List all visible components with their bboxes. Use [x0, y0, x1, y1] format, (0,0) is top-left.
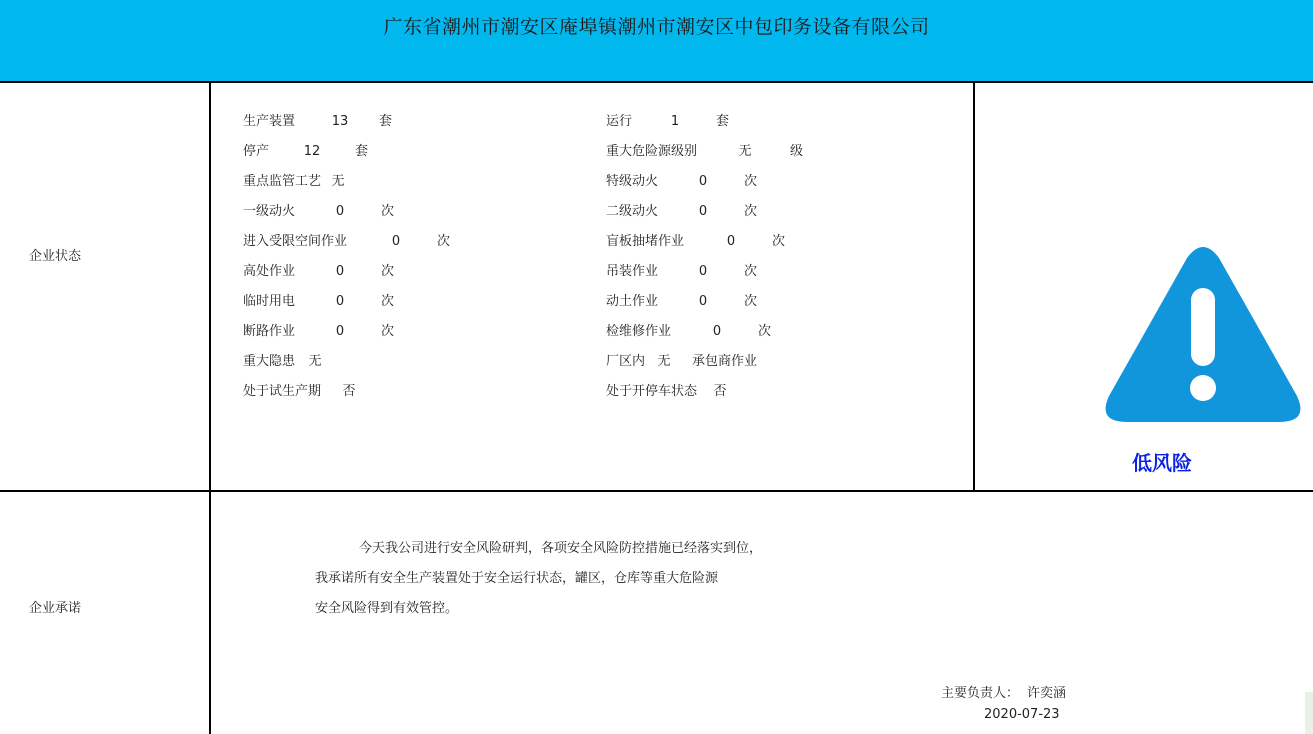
status-row — [243, 140, 368, 159]
status-row — [606, 260, 757, 279]
status-row — [243, 110, 392, 129]
company-title: 广东省潮州市潮安区庵埠镇潮州市潮安区中包印务设备有限公司 — [383, 16, 930, 38]
status-unit: 级 — [790, 144, 804, 159]
status-row — [243, 350, 325, 369]
pledge-line: 今天我公司进行安全风险研判，各项安全风险防控措施已经落实到位， — [359, 541, 763, 556]
status-unit: 次 — [772, 234, 786, 249]
status-label: 动土作业 — [606, 294, 659, 309]
status-value: 0 — [335, 294, 345, 309]
status-row — [606, 350, 757, 369]
status-unit: 次 — [744, 294, 758, 309]
status-row — [606, 170, 757, 189]
status-label: 处于试生产期 — [243, 384, 322, 399]
status-row — [243, 230, 450, 249]
status-label: 重点监管工艺 — [243, 174, 322, 189]
status-label: 临时用电 — [243, 294, 296, 309]
status-unit: 套 — [355, 144, 369, 159]
status-label: 进入受限空间作业 — [243, 234, 348, 249]
signer-name: 许奕涵 — [1027, 686, 1067, 701]
status-row — [243, 320, 394, 339]
status-row — [243, 290, 394, 309]
status-value: 0 — [335, 264, 345, 279]
status-row — [606, 380, 730, 399]
header-bar — [0, 0, 1313, 83]
status-value: 0 — [391, 234, 401, 249]
status-value: 0 — [726, 234, 736, 249]
signer — [941, 682, 1066, 701]
pledge-section-label: 企业承诺 — [29, 601, 82, 616]
status-unit: 次 — [744, 174, 758, 189]
status-value: 无 — [657, 354, 671, 369]
status-label: 运行 — [606, 114, 633, 129]
status-unit: 次 — [381, 264, 395, 279]
pledge-line: 我承诺所有安全生产装置处于安全运行状态，罐区，仓库等重大危险源 — [315, 571, 719, 586]
status-unit: 次 — [437, 234, 451, 249]
status-label: 二级动火 — [606, 204, 659, 219]
status-label: 生产装置 — [243, 114, 296, 129]
status-label: 高处作业 — [243, 264, 296, 279]
status-row — [606, 200, 757, 219]
status-unit: 次 — [381, 204, 395, 219]
scroll-edge — [1305, 692, 1313, 734]
status-value: 否 — [713, 384, 727, 399]
status-value: 0 — [335, 324, 345, 339]
status-row — [606, 290, 757, 309]
status-label: 停产 — [243, 144, 270, 159]
status-row — [606, 110, 729, 129]
status-unit: 次 — [381, 324, 395, 339]
status-row — [243, 380, 359, 399]
status-label: 厂区内 — [606, 354, 646, 369]
status-value: 无 — [738, 144, 752, 159]
status-label: 特级动火 — [606, 174, 659, 189]
status-value: 否 — [342, 384, 356, 399]
status-label: 检维修作业 — [606, 324, 672, 339]
risk-level-text: 低风险 — [1132, 451, 1192, 475]
status-label: 重大危险源级别 — [606, 144, 698, 159]
status-unit: 次 — [744, 204, 758, 219]
pledge-line: 安全风险得到有效管控。 — [315, 601, 459, 616]
status-row — [606, 320, 771, 339]
status-value: 无 — [308, 354, 322, 369]
status-value: 0 — [335, 204, 345, 219]
status-unit: 次 — [744, 264, 758, 279]
label-column-divider — [209, 81, 211, 734]
status-unit: 承包商作业 — [692, 354, 758, 369]
status-value: 0 — [698, 174, 708, 189]
status-value: 13 — [331, 114, 349, 129]
status-unit: 套 — [716, 114, 730, 129]
status-label: 重大隐患 — [243, 354, 296, 369]
status-value: 无 — [331, 174, 345, 189]
status-unit: 次 — [381, 294, 395, 309]
status-label: 一级动火 — [243, 204, 296, 219]
status-label: 处于开停车状态 — [606, 384, 698, 399]
signer-label: 主要负责人： — [941, 686, 1020, 701]
status-unit: 套 — [379, 114, 393, 129]
status-row — [243, 170, 345, 189]
status-value: 1 — [670, 114, 680, 129]
status-unit: 次 — [758, 324, 772, 339]
status-value: 0 — [698, 204, 708, 219]
status-row — [606, 230, 785, 249]
sign-date: 2020-07-23 — [984, 707, 1060, 722]
warning-triangle-icon — [1105, 244, 1301, 424]
status-row — [243, 260, 394, 279]
status-section-label: 企业状态 — [29, 249, 82, 264]
status-value: 12 — [303, 144, 321, 159]
status-row — [606, 140, 803, 159]
status-label: 断路作业 — [243, 324, 296, 339]
status-label: 吊装作业 — [606, 264, 659, 279]
status-value: 0 — [698, 294, 708, 309]
status-row — [243, 200, 394, 219]
status-label: 盲板抽堵作业 — [606, 234, 685, 249]
status-value: 0 — [712, 324, 722, 339]
status-value: 0 — [698, 264, 708, 279]
section-divider — [0, 490, 1313, 492]
risk-column-divider — [973, 81, 975, 492]
